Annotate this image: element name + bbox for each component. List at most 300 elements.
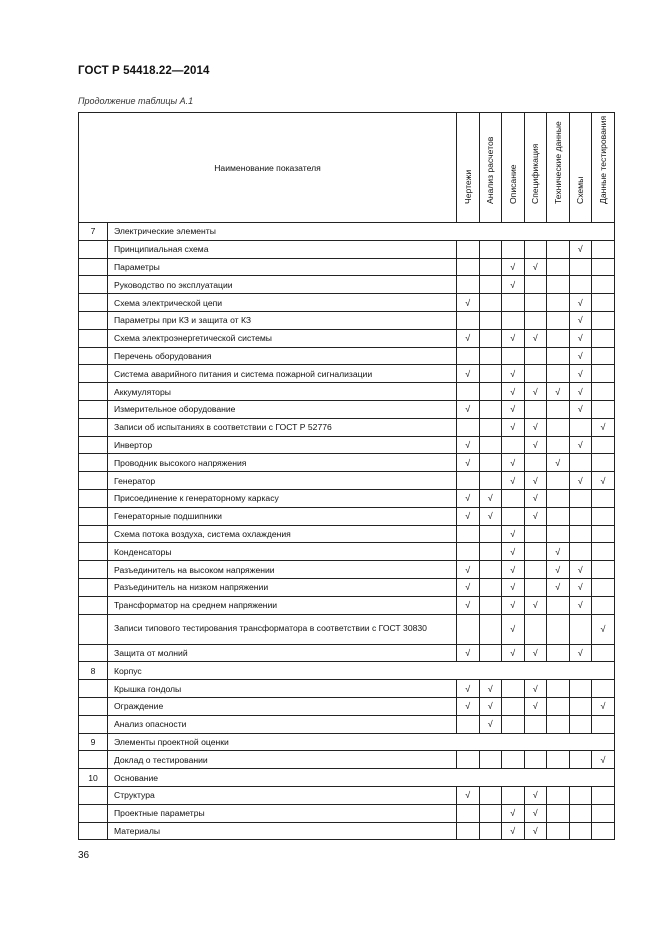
- check-cell: [457, 472, 480, 490]
- check-cell: [592, 596, 615, 614]
- row-number: [79, 525, 108, 543]
- row-number: [79, 258, 108, 276]
- check-cell: √: [524, 786, 547, 804]
- check-cell: √: [457, 786, 480, 804]
- check-cell: [592, 804, 615, 822]
- check-cell: [479, 578, 502, 596]
- check-cell: [547, 697, 570, 715]
- check-cell: [547, 751, 570, 769]
- check-cell: [592, 525, 615, 543]
- check-cell: [547, 644, 570, 662]
- check-cell: [524, 614, 547, 644]
- check-cell: [502, 697, 525, 715]
- check-cell: [569, 276, 592, 294]
- check-cell: √: [479, 697, 502, 715]
- check-cell: √: [569, 347, 592, 365]
- check-cell: [479, 276, 502, 294]
- check-cell: √: [524, 822, 547, 840]
- check-cell: [457, 804, 480, 822]
- table-row: [79, 418, 615, 436]
- check-cell: [479, 240, 502, 258]
- row-name: Основание: [108, 769, 615, 787]
- table-row: [79, 436, 615, 454]
- check-cell: [502, 751, 525, 769]
- check-cell: [592, 329, 615, 347]
- check-cell: [479, 454, 502, 472]
- check-cell: [569, 489, 592, 507]
- check-cell: √: [502, 365, 525, 383]
- row-number: [79, 294, 108, 312]
- check-cell: [524, 240, 547, 258]
- check-cell: [592, 400, 615, 418]
- check-cell: [569, 507, 592, 525]
- check-cell: √: [502, 596, 525, 614]
- row-name: Принципиальная схема: [108, 240, 457, 258]
- row-name: Электрические элементы: [108, 223, 615, 241]
- row-name: Перечень оборудования: [108, 347, 457, 365]
- check-cell: √: [457, 697, 480, 715]
- check-cell: [479, 822, 502, 840]
- check-cell: [479, 804, 502, 822]
- check-cell: [592, 454, 615, 472]
- table-row: [79, 715, 615, 733]
- row-name: Система аварийного питания и система пожарной сигнализации: [108, 365, 457, 383]
- check-cell: √: [502, 276, 525, 294]
- check-cell: [524, 715, 547, 733]
- table-row: [79, 311, 615, 329]
- check-cell: [592, 276, 615, 294]
- check-cell: √: [479, 715, 502, 733]
- row-name: Записи об испытаниях в соответствии с ГОСТ Р 52776: [108, 418, 457, 436]
- check-cell: √: [524, 436, 547, 454]
- table-header-row: [79, 113, 615, 223]
- row-name: Аккумуляторы: [108, 383, 457, 401]
- check-cell: [479, 383, 502, 401]
- check-cell: √: [502, 525, 525, 543]
- check-cell: [592, 507, 615, 525]
- check-cell: √: [457, 489, 480, 507]
- check-cell: √: [457, 644, 480, 662]
- check-cell: √: [457, 507, 480, 525]
- check-cell: [502, 436, 525, 454]
- check-cell: √: [457, 680, 480, 698]
- check-cell: [479, 436, 502, 454]
- check-cell: [547, 294, 570, 312]
- check-cell: [502, 489, 525, 507]
- check-cell: [479, 347, 502, 365]
- check-cell: √: [547, 454, 570, 472]
- check-cell: √: [524, 680, 547, 698]
- check-cell: √: [547, 578, 570, 596]
- check-cell: √: [457, 400, 480, 418]
- row-name: Инвертор: [108, 436, 457, 454]
- row-number: [79, 822, 108, 840]
- table-row: [79, 383, 615, 401]
- check-cell: [569, 786, 592, 804]
- row-number: [79, 596, 108, 614]
- check-cell: √: [547, 383, 570, 401]
- check-cell: [479, 329, 502, 347]
- check-cell: √: [479, 680, 502, 698]
- check-cell: [547, 804, 570, 822]
- check-cell: [524, 311, 547, 329]
- check-cell: [547, 472, 570, 490]
- check-cell: √: [524, 383, 547, 401]
- check-cell: [479, 614, 502, 644]
- table-row: [79, 596, 615, 614]
- check-cell: √: [524, 804, 547, 822]
- check-cell: √: [524, 697, 547, 715]
- table-row: [79, 294, 615, 312]
- check-cell: √: [524, 507, 547, 525]
- check-cell: [502, 786, 525, 804]
- check-cell: [524, 365, 547, 383]
- check-cell: [524, 751, 547, 769]
- check-cell: [547, 489, 570, 507]
- check-cell: [479, 561, 502, 579]
- check-cell: [547, 715, 570, 733]
- check-cell: [569, 614, 592, 644]
- check-cell: [547, 525, 570, 543]
- check-cell: [524, 294, 547, 312]
- check-cell: [592, 561, 615, 579]
- check-cell: [457, 751, 480, 769]
- row-number: [79, 436, 108, 454]
- check-cell: √: [479, 507, 502, 525]
- check-cell: [547, 329, 570, 347]
- check-cell: √: [524, 489, 547, 507]
- check-cell: [547, 614, 570, 644]
- check-cell: [569, 418, 592, 436]
- check-cell: √: [524, 329, 547, 347]
- table-row: [79, 329, 615, 347]
- row-number: [79, 561, 108, 579]
- check-cell: [569, 804, 592, 822]
- check-cell: [479, 751, 502, 769]
- check-cell: [479, 400, 502, 418]
- header-indicator-name: Наименование показателя: [79, 113, 457, 223]
- row-number: 9: [79, 733, 108, 751]
- indicators-table: [78, 112, 615, 840]
- check-cell: [592, 786, 615, 804]
- check-cell: [502, 347, 525, 365]
- check-cell: [547, 347, 570, 365]
- row-name: Структура: [108, 786, 457, 804]
- table-row: [79, 489, 615, 507]
- header-col-specification: Спецификация: [524, 113, 547, 223]
- row-number: [79, 276, 108, 294]
- table-row: [79, 804, 615, 822]
- check-cell: [479, 311, 502, 329]
- row-number: [79, 804, 108, 822]
- check-cell: [592, 644, 615, 662]
- check-cell: [457, 311, 480, 329]
- check-cell: √: [524, 644, 547, 662]
- check-cell: √: [592, 751, 615, 769]
- check-cell: √: [569, 329, 592, 347]
- check-cell: [592, 311, 615, 329]
- check-cell: √: [524, 418, 547, 436]
- check-cell: [569, 680, 592, 698]
- check-cell: [547, 276, 570, 294]
- table-row: [79, 347, 615, 365]
- check-cell: √: [569, 294, 592, 312]
- row-number: [79, 543, 108, 561]
- check-cell: [524, 525, 547, 543]
- check-cell: √: [592, 614, 615, 644]
- check-cell: √: [502, 614, 525, 644]
- check-cell: [592, 258, 615, 276]
- row-number: [79, 311, 108, 329]
- table-caption: Продолжение таблицы А.1: [78, 96, 194, 106]
- check-cell: √: [502, 383, 525, 401]
- check-cell: [479, 596, 502, 614]
- row-name: Схема потока воздуха, система охлаждения: [108, 525, 457, 543]
- row-number: [79, 329, 108, 347]
- check-cell: [592, 489, 615, 507]
- document-title: ГОСТ Р 54418.22—2014: [78, 65, 210, 77]
- row-number: [79, 347, 108, 365]
- check-cell: [479, 786, 502, 804]
- check-cell: √: [502, 472, 525, 490]
- check-cell: [479, 294, 502, 312]
- check-cell: √: [457, 596, 480, 614]
- table-row: [79, 822, 615, 840]
- check-cell: [547, 596, 570, 614]
- check-cell: [592, 578, 615, 596]
- check-cell: [592, 680, 615, 698]
- check-cell: √: [569, 400, 592, 418]
- check-cell: √: [502, 400, 525, 418]
- check-cell: [524, 347, 547, 365]
- check-cell: [457, 822, 480, 840]
- row-number: [79, 751, 108, 769]
- check-cell: [524, 276, 547, 294]
- check-cell: √: [457, 561, 480, 579]
- row-number: 7: [79, 223, 108, 241]
- row-name: Разъединитель на высоком напряжении: [108, 561, 457, 579]
- table-row: [79, 258, 615, 276]
- check-cell: √: [569, 436, 592, 454]
- check-cell: [592, 822, 615, 840]
- header-col-technical-data: Технические данные: [547, 113, 570, 223]
- table-row: [79, 472, 615, 490]
- check-cell: √: [569, 472, 592, 490]
- check-cell: √: [502, 543, 525, 561]
- check-cell: [479, 365, 502, 383]
- check-cell: [502, 311, 525, 329]
- table-row: [79, 365, 615, 383]
- table-row: [79, 697, 615, 715]
- check-cell: √: [502, 822, 525, 840]
- check-cell: [547, 507, 570, 525]
- row-number: [79, 614, 108, 644]
- row-name: Схема электроэнергетической системы: [108, 329, 457, 347]
- check-cell: √: [592, 472, 615, 490]
- check-cell: [547, 240, 570, 258]
- table-row: [79, 507, 615, 525]
- row-number: [79, 365, 108, 383]
- check-cell: √: [524, 472, 547, 490]
- section-row: [79, 733, 615, 751]
- table-row: [79, 751, 615, 769]
- check-cell: [502, 240, 525, 258]
- row-name: Анализ опасности: [108, 715, 457, 733]
- check-cell: [592, 436, 615, 454]
- check-cell: [479, 525, 502, 543]
- row-number: [79, 578, 108, 596]
- header-col-description: Описание: [502, 113, 525, 223]
- check-cell: [569, 715, 592, 733]
- row-number: [79, 680, 108, 698]
- check-cell: √: [457, 578, 480, 596]
- row-name: Крышка гондолы: [108, 680, 457, 698]
- row-number: [79, 507, 108, 525]
- row-name: Защита от молний: [108, 644, 457, 662]
- check-cell: [569, 454, 592, 472]
- check-cell: [524, 578, 547, 596]
- check-cell: [524, 400, 547, 418]
- check-cell: [569, 258, 592, 276]
- row-number: [79, 383, 108, 401]
- check-cell: [502, 294, 525, 312]
- check-cell: [592, 365, 615, 383]
- table-row: [79, 578, 615, 596]
- row-name: Присоединение к генераторному каркасу: [108, 489, 457, 507]
- check-cell: √: [502, 644, 525, 662]
- check-cell: √: [569, 561, 592, 579]
- check-cell: √: [569, 311, 592, 329]
- check-cell: [457, 418, 480, 436]
- table-row: [79, 240, 615, 258]
- check-cell: [479, 418, 502, 436]
- row-number: [79, 715, 108, 733]
- table-row: [79, 454, 615, 472]
- row-number: [79, 400, 108, 418]
- check-cell: √: [547, 561, 570, 579]
- check-cell: √: [457, 454, 480, 472]
- check-cell: √: [457, 329, 480, 347]
- check-cell: [479, 258, 502, 276]
- check-cell: [592, 240, 615, 258]
- check-cell: [457, 543, 480, 561]
- check-cell: [547, 365, 570, 383]
- check-cell: √: [502, 578, 525, 596]
- row-name: Схема электрической цепи: [108, 294, 457, 312]
- check-cell: √: [569, 578, 592, 596]
- row-name: Трансформатор на среднем напряжении: [108, 596, 457, 614]
- check-cell: [524, 561, 547, 579]
- row-number: [79, 786, 108, 804]
- check-cell: [479, 644, 502, 662]
- table-row: [79, 561, 615, 579]
- check-cell: √: [592, 697, 615, 715]
- check-cell: [547, 786, 570, 804]
- check-cell: [592, 543, 615, 561]
- table-row: [79, 543, 615, 561]
- row-name: Проектные параметры: [108, 804, 457, 822]
- row-number: 8: [79, 662, 108, 680]
- check-cell: [569, 543, 592, 561]
- check-cell: [569, 525, 592, 543]
- check-cell: [457, 614, 480, 644]
- check-cell: [502, 507, 525, 525]
- check-cell: √: [569, 644, 592, 662]
- row-number: 10: [79, 769, 108, 787]
- row-number: [79, 644, 108, 662]
- check-cell: √: [592, 418, 615, 436]
- check-cell: √: [569, 383, 592, 401]
- section-row: [79, 769, 615, 787]
- row-name: Параметры при КЗ и защита от КЗ: [108, 311, 457, 329]
- check-cell: [592, 383, 615, 401]
- table-row: [79, 680, 615, 698]
- check-cell: [547, 258, 570, 276]
- check-cell: √: [502, 804, 525, 822]
- check-cell: [502, 680, 525, 698]
- section-row: [79, 662, 615, 680]
- check-cell: √: [502, 561, 525, 579]
- check-cell: [569, 822, 592, 840]
- check-cell: √: [457, 294, 480, 312]
- check-cell: [547, 311, 570, 329]
- table-row: [79, 786, 615, 804]
- check-cell: [457, 347, 480, 365]
- check-cell: [502, 715, 525, 733]
- check-cell: [547, 400, 570, 418]
- check-cell: [457, 525, 480, 543]
- row-name: Генератор: [108, 472, 457, 490]
- check-cell: [457, 715, 480, 733]
- row-number: [79, 472, 108, 490]
- row-name: Доклад о тестировании: [108, 751, 457, 769]
- table-body: [79, 223, 615, 840]
- check-cell: √: [502, 329, 525, 347]
- check-cell: [524, 454, 547, 472]
- table-row: [79, 614, 615, 644]
- check-cell: [547, 418, 570, 436]
- header-col-test-data: Данные тестирования: [592, 113, 615, 223]
- row-name: Конденсаторы: [108, 543, 457, 561]
- row-name: Руководство по эксплуатации: [108, 276, 457, 294]
- check-cell: [457, 276, 480, 294]
- check-cell: [592, 294, 615, 312]
- check-cell: √: [502, 454, 525, 472]
- row-number: [79, 454, 108, 472]
- check-cell: √: [524, 258, 547, 276]
- check-cell: [592, 347, 615, 365]
- table-row: [79, 644, 615, 662]
- row-name: Элементы проектной оценки: [108, 733, 615, 751]
- page-number: 36: [78, 850, 90, 861]
- row-name: Ограждение: [108, 697, 457, 715]
- check-cell: √: [569, 365, 592, 383]
- check-cell: √: [547, 543, 570, 561]
- row-number: [79, 418, 108, 436]
- row-number: [79, 489, 108, 507]
- check-cell: [569, 697, 592, 715]
- check-cell: √: [569, 240, 592, 258]
- check-cell: [547, 680, 570, 698]
- section-row: [79, 223, 615, 241]
- header-col-calc-analysis: Анализ расчетов: [479, 113, 502, 223]
- table-row: [79, 400, 615, 418]
- row-name: Проводник высокого напряжения: [108, 454, 457, 472]
- check-cell: √: [457, 365, 480, 383]
- check-cell: [457, 258, 480, 276]
- row-number: [79, 697, 108, 715]
- row-name: Записи типового тестирования трансформатора в соответствии с ГОСТ 30830: [108, 614, 457, 644]
